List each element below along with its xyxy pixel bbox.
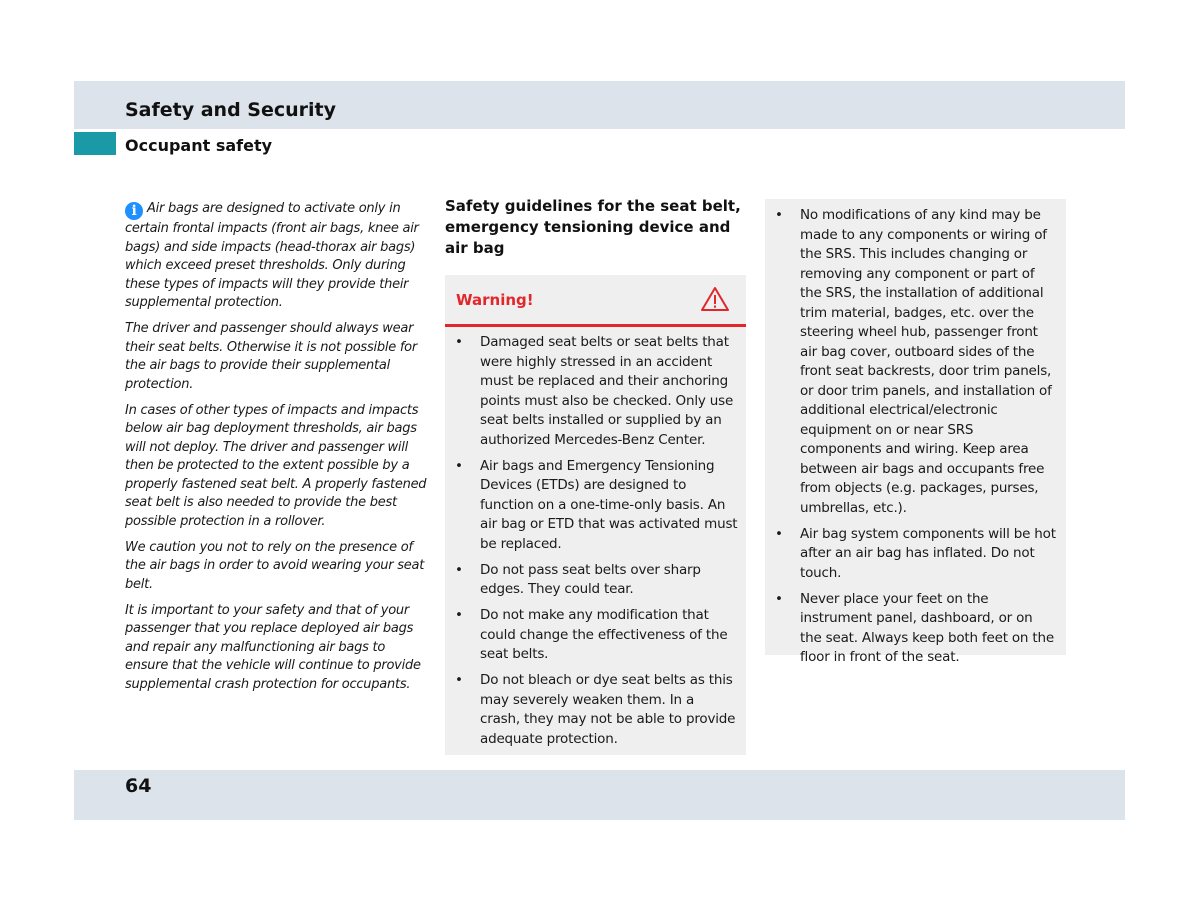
info-notes-column xyxy=(125,200,431,702)
list-item: • Do not pass seat belts over sharp edges. They could tear. xyxy=(445,561,738,600)
info-paragraph-4: We caution you not to rely on the presence of the air bags in order to avoid wearing your seat belt. xyxy=(125,539,425,592)
info-paragraph-5: It is important to your safety and that of your passenger that you replace deployed air bags and repair any malfunctioning air bags to ensure that the vehicle will continue to provide supplemental crash protection for occupants. xyxy=(125,602,421,692)
list-item: • No modifications of any kind may be made to any components or wiring of the SRS. This includes changing or removing any component or part of the SRS, the installation of additional trim material, badges, etc. over the steering wheel hub, passenger front air bag cover, outboard sides of the front seat backrests, door trim panels, or door trim panels, and installation of additional electrical/electronic equipment on or near SRS components and wiring. Keep area between air bags and occupants free from objects (e.g. packages, purses, umbrellas, etc.). xyxy=(765,206,1058,518)
list-item: • Damaged seat belts or seat belts that were highly stressed in an accident must be replaced and their anchoring points must also be checked. Only use seat belts installed or supplied by an authorized Mercedes-Benz Center. xyxy=(445,333,738,450)
footer-bar xyxy=(74,770,1125,820)
section-marker xyxy=(74,132,116,155)
info-paragraph-1: i Air bags are designed to activate only in certain frontal impacts (front air bags, knee air bags) and side impacts (head-thorax air bags) which exceed preset thresholds. Only during these types of impacts will they provide their supplemental protection. xyxy=(125,201,419,310)
warning-header xyxy=(445,275,746,327)
subsection-title: Occupant safety xyxy=(125,136,273,155)
warning-box xyxy=(445,275,746,755)
page-number: 64 xyxy=(125,775,152,797)
info-paragraph-3: In cases of other types of impacts and impacts below air bag deployment thresholds, air bags will not deploy. The driver and passenger will then be protected to the extent possible by a properly fastened seat belt. A properly fastened seat belt is also needed to provide the best possible protection in a rollover. xyxy=(125,402,427,529)
list-item: • Do not bleach or dye seat belts as this may severely weaken them. In a crash, they may not be able to provide adequate protection. xyxy=(445,671,738,749)
info-icon: i xyxy=(125,202,143,220)
warning-continued-box xyxy=(765,199,1066,665)
warning-continued-list xyxy=(765,199,1066,668)
warning-triangle-icon xyxy=(700,286,730,312)
list-item: • Air bags and Emergency Tensioning Devices (ETDs) are designed to function on a one-time-only basis. An air bag or ETD that was activated must be replaced. xyxy=(445,457,738,555)
list-item: • Do not make any modification that could change the effectiveness of the seat belts. xyxy=(445,606,738,665)
section-title: Safety and Security xyxy=(125,99,337,121)
info-paragraph-2: The driver and passenger should always wear their seat belts. Otherwise it is not possible for the air bags to provide their supplemental protection. xyxy=(125,321,417,392)
warning-list xyxy=(445,327,746,749)
list-item: • Never place your feet on the instrument panel, dashboard, or on the seat. Always keep both feet on the floor in front of the seat. xyxy=(765,590,1058,668)
safety-guidelines-heading: Safety guidelines for the seat belt, emergency tensioning device and air bag xyxy=(445,197,741,257)
list-item: • Air bag system components will be hot after an air bag has inflated. Do not touch. xyxy=(765,525,1058,584)
warning-label: Warning! xyxy=(456,291,534,309)
